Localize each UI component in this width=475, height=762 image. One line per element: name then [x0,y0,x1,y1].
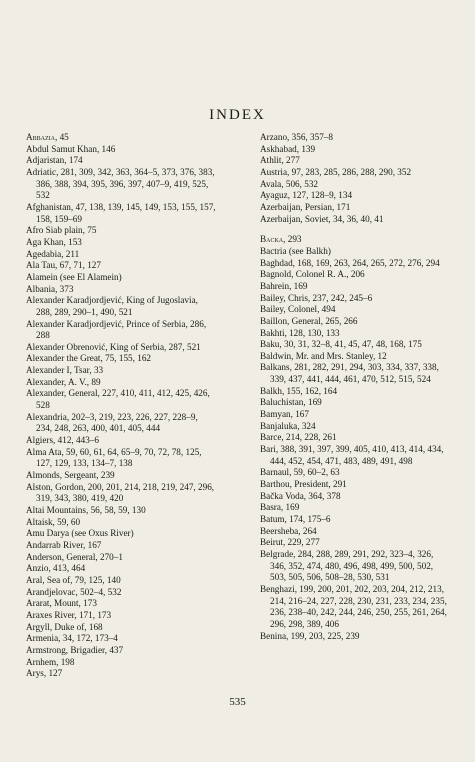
index-entry-text: Alston, Gordon, 200, 201, 214, 218, 219, 247, 296, 319, 343, 380, 419, 420 [26,481,215,504]
index-entry-text: Arys, 127 [26,668,63,679]
index-entry [260,537,450,549]
index-entry-text: Barnaul, 59, 60–2, 63 [260,467,340,478]
index-entry [26,225,216,237]
index-entry [26,284,216,296]
index-entry [26,249,216,261]
index-entry [26,598,216,610]
index-entry [260,304,450,316]
index-entry-text: Alexander I, Tsar, 33 [26,365,104,376]
index-column-right [260,132,450,642]
index-entry-text: Barce, 214, 228, 261 [260,432,337,443]
index-entry-text: Agedabia, 211 [26,248,80,259]
index-entry-text: Banjaluka, 324 [260,420,316,431]
index-entry [26,528,216,540]
index-entry-text: Abdul Samut Khan, 146 [26,143,116,154]
index-entry [260,502,450,514]
index-entry-text: Bagnold, Colonel R. A., 206 [260,269,365,280]
index-entry-text: Alexander Karadjordjević, King of Jugoslavia, 288, 289, 290–1, 490, 521 [26,295,198,317]
index-column-left [26,132,216,680]
index-entry-text: Ayaguz, 127, 128–9, 134 [260,190,353,201]
page-number: 535 [229,696,246,708]
index-entry [260,132,450,144]
index-entry [260,549,450,584]
index-entry [260,246,450,258]
index-entry-text: Arnhem, 198 [26,656,75,667]
index-entry [26,633,216,645]
index-entry-text: Austria, 97, 283, 285, 286, 288, 290, 352 [260,166,412,177]
index-entry-text: Alexander Obrenović, King of Serbia, 287, 521 [26,341,201,352]
index-entry [26,563,216,575]
index-entry-text: Aral, Sea of, 79, 125, 140 [26,574,121,585]
index-entry-text: Albania, 373 [26,283,74,294]
index-entry-text: Beersheba, 264 [260,525,317,536]
index-headword: Abbazia [26,132,55,142]
index-entry-text: Baluchistan, 169 [260,397,322,408]
index-entry-text: Algiers, 412, 443–6 [26,435,99,446]
index-entry-text: Azerbaijan, Soviet, 34, 36, 40, 41 [260,213,384,224]
index-entry-text: Bailey, Chris, 237, 242, 245–6 [260,292,373,303]
index-entry [260,155,450,167]
index-entry-text: Bahrein, 169 [260,280,308,291]
index-entry [26,272,216,284]
index-entry [26,412,216,435]
index-entry [26,155,216,167]
index-entry-text: Ararat, Mount, 173 [26,598,97,609]
index-entry-text: Andarrab River, 167 [26,539,102,550]
index-entry [260,281,450,293]
index-entry-text: Bamyan, 167 [260,409,309,420]
index-entry-text: Arzano, 356, 357–8 [260,132,333,142]
index-entry-text: Beirut, 229, 277 [260,537,320,548]
index-entry-text: Alexander, General, 227, 410, 411, 412, 425, 426, 528 [26,388,210,411]
index-entry [260,214,450,226]
index-entry [26,353,216,365]
index-entry-text: Armenia, 34, 172, 173–4 [26,633,118,644]
index-entry-text: Adriatic, 281, 309, 342, 363, 364–5, 373, 376, 383, 386, 388, 394, 395, 396, 397, 407–9, 419, 525, 532 [26,166,215,201]
index-entry-text: Baldwin, Mr. and Mrs. Stanley, 12 [260,350,387,361]
index-entry [260,167,450,179]
index-entry [260,409,450,421]
index-entry [26,167,216,202]
index-entry [26,144,216,156]
index-entry-text: Barthou, President, 291 [260,479,347,490]
index-entry [26,482,216,505]
index-entry-text: Baku, 30, 31, 32–8, 41, 45, 47, 48, 168, 175 [260,339,422,350]
index-entry [26,668,216,680]
index-entry [26,517,216,529]
index-entry-text: Belgrade, 284, 288, 289, 291, 292, 323–4, 326, 346, 352, 474, 480, 496, 498, 499, 500, 502, 503, 505, 506, 508–28, 530, 531 [260,548,434,583]
index-entry-text: Arandjelovac, 502–4, 532 [26,586,122,597]
index-entry-text: Athlit, 277 [260,155,300,166]
index-entry-text: Anderson, General, 270–1 [26,551,123,562]
index-entry-text: Altai Mountains, 56, 58, 59, 130 [26,505,146,515]
index-entry [260,444,450,467]
index-entry [26,587,216,599]
index-entry-text: Askhabad, 139 [260,143,316,154]
index-entry-text: Anzio, 413, 464 [26,563,86,574]
index-entry-text: Alamein (see El Alamein) [26,271,122,282]
index-entry [260,351,450,363]
index-entry-text: Balkans, 281, 282, 291, 294, 303, 334, 337, 338, 339, 437, 441, 444, 461, 470, 512, 515, 524 [260,362,439,385]
index-entry-text: Benina, 199, 203, 225, 239 [260,630,360,641]
index-entry [26,202,216,225]
index-entry [260,362,450,385]
index-entry-text: Bactria (see Balkh) [260,245,331,256]
index-entry-text: Azerbaijan, Persian, 171 [260,201,351,212]
index-entry-text: Alexander the Great, 75, 155, 162 [26,353,152,364]
index-entry [26,295,216,318]
index-entry [26,540,216,552]
index-entry [26,505,216,517]
index-headword: Backa [260,234,284,245]
index-entry-text: Alexander, A. V., 89 [26,376,101,387]
index-entry-text: Argyll, Duke of, 168 [26,621,103,632]
index-entry-text: Bačka Voda, 364, 378 [260,490,341,501]
index-entry-text: Aga Khan, 153 [26,236,82,247]
index-entry [260,397,450,409]
index-entry-text: Ala Tau, 67, 71, 127 [26,260,101,271]
index-entry [26,610,216,622]
index-entry [26,645,216,657]
index-entry-text: Bakhti, 128, 130, 133 [260,327,340,338]
index-entry [260,293,450,305]
index-entry [260,234,450,246]
index-entry [260,328,450,340]
index-entry [26,657,216,669]
index-entry-text: Adjaristan, 174 [26,155,83,166]
index-entry-text: Alma Ata, 59, 60, 61, 64, 65–9, 70, 72, 78, 125, 127, 129, 133, 134–7, 138 [26,446,202,469]
index-entry-text: Bailey, Colonel, 494 [260,304,336,315]
index-entry [260,316,450,328]
index-entry [260,514,450,526]
index-entry [260,269,450,281]
index-entry-text: , 293 [283,234,302,245]
index-entry [260,258,450,270]
index-entry [260,467,450,479]
index-entry [26,552,216,564]
index-entry [26,435,216,447]
index-entry-text: Amu Darya (see Oxus River) [26,528,134,539]
index-entry [26,377,216,389]
index-entry-text: Altaisk, 59, 60 [26,516,81,527]
index-entry-text: Avala, 506, 532 [260,178,319,189]
index-entry [260,144,450,156]
index-entry [26,342,216,354]
index-entry [260,432,450,444]
index-entry-text: , 45 [54,132,69,142]
index-entry [260,584,450,631]
index-entry-text: Batum, 174, 175–6 [260,514,331,524]
index-entry [260,491,450,503]
page-title: INDEX [209,107,266,124]
index-entry-text: Alexandria, 202–3, 219, 223, 226, 227, 228–9, 234, 248, 263, 400, 401, 405, 444 [26,411,198,434]
index-entry-text: Armstrong, Brigadier, 437 [26,644,124,655]
index-entry-text: Benghazi, 199, 200, 201, 202, 203, 204, 212, 213, 214, 216–24, 227, 228, 230, 231, 233, 234, 235, 236, 238–40, 242, 244, 246, 250, 255, 261, 264, 296, 298, 389, 406 [260,583,447,629]
index-entry [26,388,216,411]
index-entry [260,339,450,351]
index-entry-text: Baghdad, 168, 169, 263, 264, 265, 272, 276, 294 [260,257,440,268]
index-entry [26,237,216,249]
index-entry-text: Basra, 169 [260,502,300,513]
index-entry [26,365,216,377]
index-entry-text: Baillon, General, 265, 266 [260,315,358,326]
index-entry [260,479,450,491]
index-entry [26,260,216,272]
index-entry [26,132,216,144]
index-entry-text: Afro Siab plain, 75 [26,225,97,236]
index-entry [260,421,450,433]
index-entry [260,190,450,202]
index-entry [26,319,216,342]
index-entry [26,470,216,482]
index-entry [260,179,450,191]
index-entry [260,631,450,643]
index-entry-text: Almonds, Sergeant, 239 [26,470,115,481]
index-entry [26,447,216,470]
index-entry-text: Afghanistan, 47, 138, 139, 145, 149, 153, 155, 157, 158, 159–69 [26,201,216,224]
index-entry [260,202,450,214]
index-entry-text: Bari, 388, 391, 397, 399, 405, 410, 413, 414, 434, 444, 452, 454, 471, 483, 489, 491, 498 [260,444,444,466]
index-entry-text: Balkh, 155, 162, 164 [260,385,338,396]
index-entry-text: Alexander Karadjordjević, Prince of Serbia, 286, 288 [26,318,207,341]
index-entry [26,575,216,587]
index-entry [260,386,450,398]
index-entry [260,526,450,538]
index-entry [26,622,216,634]
index-entry-text: Araxes River, 171, 173 [26,609,112,620]
